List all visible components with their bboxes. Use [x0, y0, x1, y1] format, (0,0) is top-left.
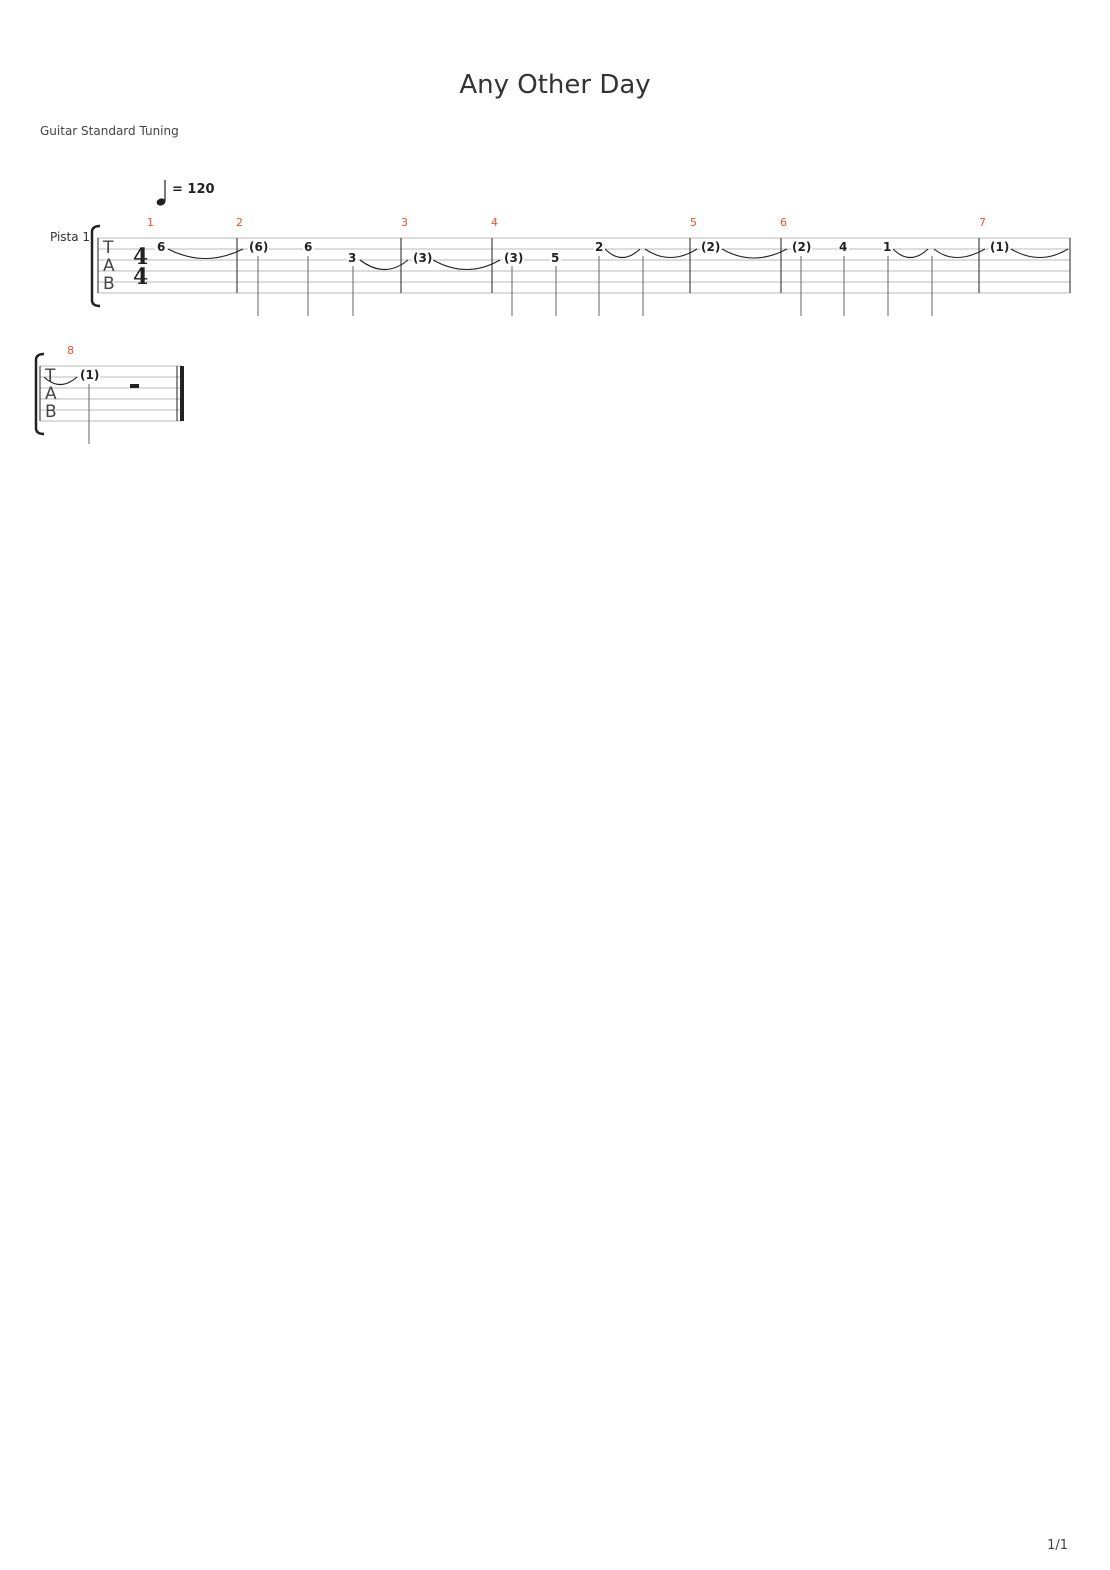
tab-clef-b: B [45, 402, 57, 422]
tab-clef-a: A [103, 256, 115, 276]
measure-number: 4 [491, 216, 498, 229]
fret-number: (1) [80, 368, 100, 382]
fret-number: (3) [413, 251, 433, 265]
page-number: 1/1 [1047, 1538, 1068, 1553]
measure-number: 2 [236, 216, 243, 229]
quarter-note-icon [156, 180, 167, 207]
measure-number: 8 [67, 344, 74, 357]
tab-clef-a: A [45, 384, 57, 404]
time-signature-top: 4 [133, 244, 149, 270]
measure-number: 1 [147, 216, 154, 229]
tab-clef-b: B [103, 274, 115, 294]
tempo-marking [156, 180, 215, 207]
fret-number: (2) [792, 240, 812, 254]
song-title: Any Other Day [459, 70, 651, 100]
time-signature-bottom: 4 [133, 264, 149, 290]
fret-number: (6) [249, 240, 269, 254]
fret-number: 2 [595, 240, 604, 254]
measure-number: 6 [780, 216, 787, 229]
track-name: Pista 1 [50, 230, 91, 244]
measure-number: 3 [401, 216, 408, 229]
barlines [98, 238, 1070, 293]
staff-lines [40, 366, 182, 421]
half-rest-icon [130, 384, 139, 388]
fret-number: (1) [990, 240, 1010, 254]
fret-number: (3) [504, 251, 524, 265]
tab-clef-t: T [103, 238, 114, 258]
barlines [40, 366, 184, 421]
tab-clef-t: T [45, 366, 56, 386]
tempo-value: = 120 [172, 182, 215, 197]
fret-number: 4 [839, 240, 848, 254]
fret-number: 5 [551, 251, 560, 265]
fret-number: 6 [304, 240, 313, 254]
tuning-label: Guitar Standard Tuning [40, 124, 179, 138]
fret-number: 6 [157, 240, 166, 254]
fret-numbers [155, 240, 1010, 265]
final-barline [180, 366, 184, 421]
fret-number: 1 [883, 240, 892, 254]
measure-number: 5 [690, 216, 697, 229]
fret-number: (2) [701, 240, 721, 254]
note-stems [258, 256, 932, 316]
fret-number: 3 [348, 251, 357, 265]
measure-number: 7 [979, 216, 986, 229]
staff-lines [98, 238, 1070, 293]
